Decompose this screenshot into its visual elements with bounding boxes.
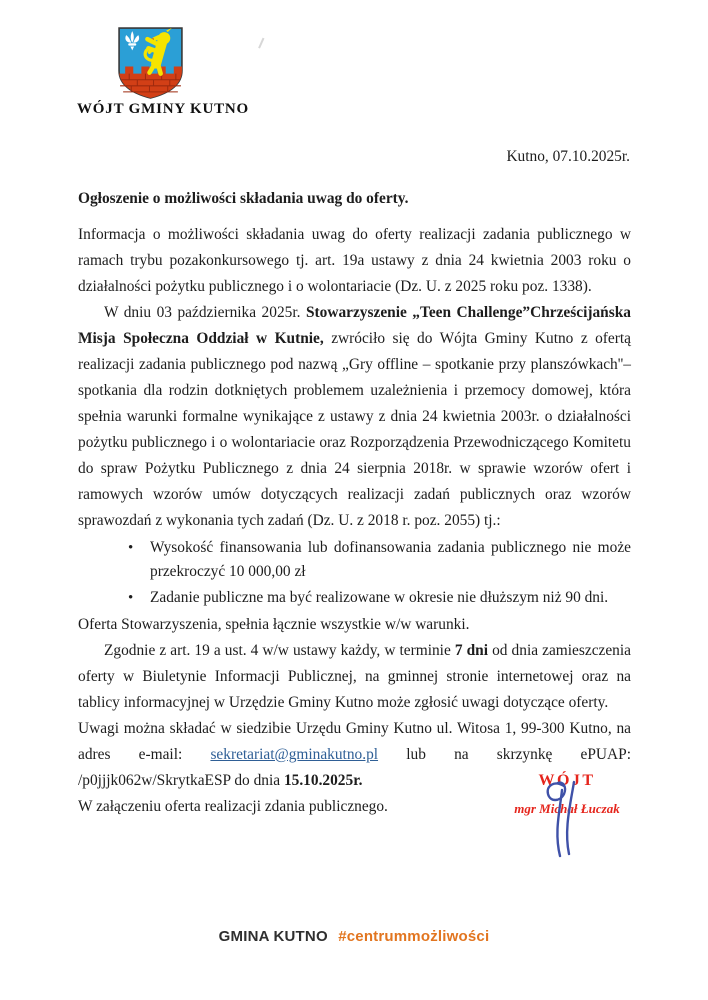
signature-name-stamp: mgr Michał Łuczak <box>514 801 620 816</box>
date-line: Kutno, 07.10.2025r. <box>506 148 630 165</box>
text-run: W załączeniu oferta realizacji zdania publicznego. <box>78 798 388 815</box>
footer-brand: GMINA KUTNO <box>218 928 328 945</box>
text-run: 15.10.2025r. <box>283 772 363 789</box>
signature-block <box>492 772 642 817</box>
paragraph <box>78 612 631 638</box>
signature-role-stamp: WÓJT <box>538 772 596 789</box>
scan-artifact <box>258 38 271 52</box>
text-run: Informacja o możliwości składania uwag do oferty realizacji zadania publicznego w ramach trybu pozakonkursowego tj. art. 19a ustawy z dnia 24 kwietnia 2003 roku o działalności pożytku publicznego i o wolontariacie (Dz. U. z 2025 roku poz. 1338). <box>78 226 631 295</box>
letter-title: Ogłoszenie o możliwości składania uwag do oferty. <box>78 190 409 207</box>
paragraph <box>78 300 631 534</box>
text-run: Uwagi można składać w siedzibie Urzędu Gminy Kutno ul. Witosa 1, 99-300 Kutno, na adres e-mail: <box>78 720 631 763</box>
text-run: od dnia zamieszczenia oferty w Biuletynie Informacji Publicznej, na gminnej stronie internetowej oraz na tablicy informacyjnej w Urzędzie Gminy Kutno może zgłosić uwagi dotyczące oferty. <box>78 642 631 711</box>
text-run: 7 dni <box>454 642 489 659</box>
text-run: Zadanie publiczne ma być realizowane w okresie nie dłuższym niż 90 dni. <box>150 589 609 606</box>
text-run: W dniu 03 października 2025r. <box>104 304 306 321</box>
paragraph <box>78 638 631 716</box>
kutno-coat-of-arms-icon <box>117 26 184 100</box>
bullet-item <box>78 586 631 610</box>
letter-body <box>78 186 631 820</box>
text-run: Stowarzyszenie „Teen Challenge”Chrześcijańska Misja Społeczna Oddział w Kutnie, <box>78 304 631 347</box>
text-run: zwróciło się do Wójta Gminy Kutno z ofertą realizacji zadania publicznego pod nazwą „Gry offline – spotkanie przy planszówkach''– spotkania dla rodzin dotkniętych problemem uzależnienia i przemocy domowej, która spełnia warunki formalne wynikające z ustawy z dnia 24 kwietnia 2003r. o działalności pożytku publicznego i o wolontariacie oraz Rozporządzenia Przewodniczącego Komitetu do spraw Pożytku Publicznego z dnia 24 sierpnia 2018r. w sprawie wzorów ofert i ramowych wzorów umów dotyczących realizacji zadań publicznych oraz wzorów sprawozdań z wykonania tych zadań (Dz. U. z 2018 r. poz. 2055) tj.: <box>78 330 631 529</box>
text-run: Zgodnie z art. 19 a ust. 4 w/w ustawy każdy, w terminie <box>104 642 455 659</box>
bullet-item <box>78 536 631 584</box>
sender-title: WÓJT GMINY KUTNO <box>77 101 249 117</box>
email-link[interactable]: sekretariat@gminakutno.pl <box>210 746 379 763</box>
paragraph <box>78 222 631 300</box>
footer <box>0 928 708 945</box>
footer-hashtag: #centrummożliwości <box>338 928 490 945</box>
text-run: Wysokość finansowania lub dofinansowania zadania publicznego nie może przekroczyć 10 000,00 zł <box>150 539 631 580</box>
text-run: lub na skrzynkę ePUAP: /p0jjjk062w/SkrytkaESP do dnia <box>78 746 631 789</box>
letter-paragraphs <box>78 222 631 820</box>
text-run: Oferta Stowarzyszenia, spełnia łącznie wszystkie w/w warunki. <box>78 616 470 633</box>
